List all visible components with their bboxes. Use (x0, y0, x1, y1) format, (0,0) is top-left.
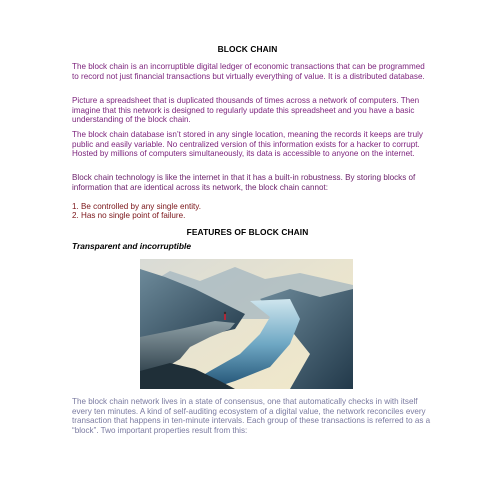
list-item: 1. Be controlled by any single entity. (72, 202, 201, 211)
paragraph-robustness: Block chain technology is like the internet in that it has a built-in robustness. By storing blocks of information that are identical across its network, the block chain cannot: (72, 173, 416, 192)
paragraph-spreadsheet: Picture a spreadsheet that is duplicated thousands of times across a network of computers. Then imagine that this network is designed to regularly update this spreadsheet and you have a basic understanding of the block chain. (72, 96, 420, 125)
section-title: FEATURES OF BLOCK CHAIN (186, 227, 309, 237)
subheading: Transparent and incorruptible (72, 241, 191, 251)
fjord-cliff-photo (140, 259, 353, 389)
paragraph-consensus: The block chain network lives in a state of consensus, one that automatically checks in with itself every ten minutes. A kind of self-auditing ecosystem of a digital value, the network reconciles every transaction that happens in ten-minute intervals. Each group of these transactions is referred to as a “block”. Two important properties result from this: (72, 397, 431, 435)
document-title: BLOCK CHAIN (217, 44, 278, 54)
paragraph-decentralized: The block chain database isn’t stored in any single location, meaning the records it keeps are truly public and easily variable. No centralized version of this information exists for a hacker to corrupt. Hosted by millions of computers simultaneously, its data is accessible to anyone on the internet. (72, 130, 423, 159)
list-item: 2. Has no single point of failure. (72, 211, 186, 220)
paragraph-definition: The block chain is an incorruptible digital ledger of economic transactions that can be programmed to record not just financial transactions but virtually everything of value. It is a distributed database. (72, 62, 425, 81)
